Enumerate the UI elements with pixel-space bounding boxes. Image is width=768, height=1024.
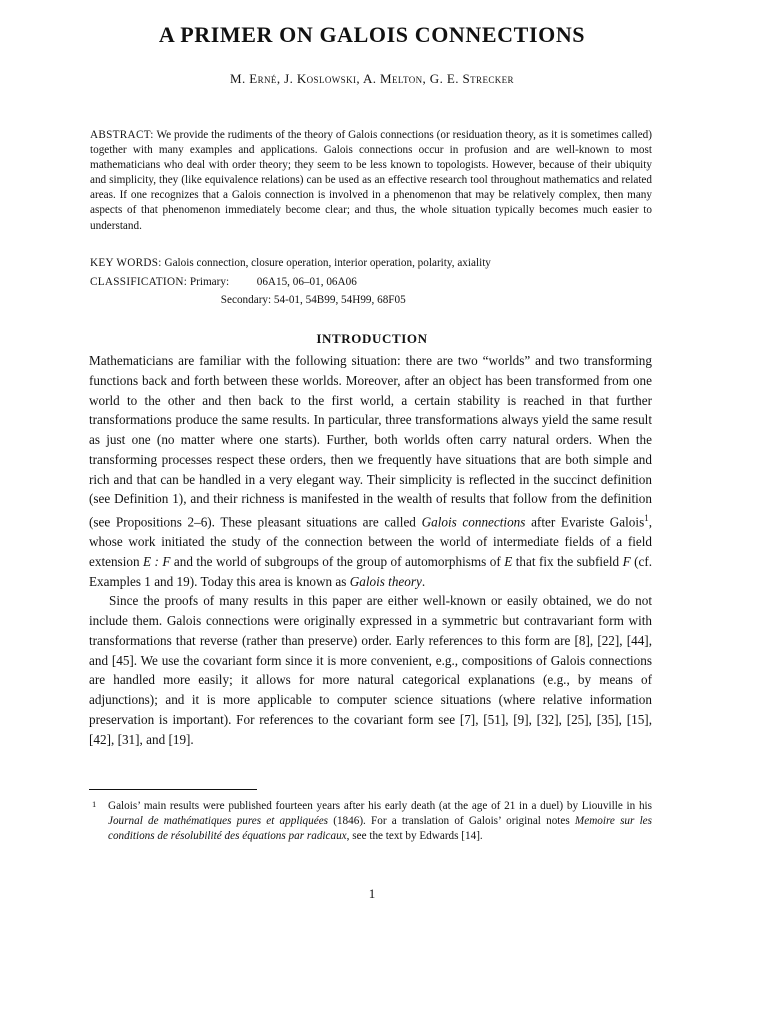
classification-secondary-row: [90, 291, 670, 310]
classification-primary-label: Primary:: [189, 275, 230, 288]
paper-metadata: [90, 254, 670, 310]
footnote-mark: 1: [92, 799, 97, 809]
abstract-text: We provide the rudiments of the theory of Galois connections (or residuation theory, as it is sometimes called) together with many examples and applications. Galois connections occur in profusion and are well-known to most mathematicians who deal with order theory; they seem to be less known to topologists. However, because of their ubiquity and simplicity, they (like equivalence relations) can be used as an effective research tool throughout mathematics and related areas. If one recognizes that a Galois connection is involved in a phenomenon that may be relatively complex, then many aspects of that phenomenon immediately become clear; and thus, the whole situation typically becomes much easier to understand.: [90, 129, 652, 232]
abstract-label: ABSTRACT:: [90, 129, 154, 141]
footnote: [89, 799, 652, 845]
intro-paragraph-2: Since the proofs of many results in this paper are either well-known or easily obtained, we do not include them. Galois connections were originally expressed in a symmetric but contravariant form with transformations that reverse (rather than preserve) order. Early references to this form are [8], [22], [44], and [45]. We use the covariant form since it is more convenient, e.g., compositions of Galois connections are handled more easily; it allows for more natural categorical explanations (e.g., by means of adjunctions); and it is more applicable to computer science situations (where relative information preservation is important). For references to the covariant form see [7], [51], [9], [32], [25], [35], [15], [42], [31], and [19].: [89, 593, 652, 747]
section-heading: INTRODUCTION: [316, 331, 428, 346]
intro-paragraph-1: Mathematicians are familiar with the following situation: there are two “worlds” and two transforming functions back and forth between these worlds. Moreover, after an object has been transformed from one world to the other and then back to the first world, a certain stability is reached in that further transformations produce the same results. In particular, three transformations always yield the same result as just one (no matter where one starts). Further, both worlds often carry natural orders. When the transforming processes respect these orders, then we frequently have situations that are both simple and rich and that can be handled in a very elegant way. Their simplicity is reflected in the succinct definition (see Definition 1), and their richness is manifested in the wealth of results that follow from the definition (see Propositions 2–6). These pleasant situations are called Galois connections after Evariste Galois$^1$, whose work initiated the study of the connection between the world of intermediate fields of a field extension E : F and the world of subgroups of the group of automorphisms of E that fix the subfield F (cf. Examples 1 and 19). Today this area is known as Galois theory.: [89, 353, 653, 589]
footnote-memoire-title: Memoire sur les conditions de résolubilité des équations par radicaux: [108, 815, 652, 843]
math-field-extension: E : F: [143, 553, 171, 569]
paper-title: A PRIMER ON GALOIS CONNECTIONS: [158, 22, 586, 47]
math-e: E: [504, 553, 513, 569]
abstract: [90, 128, 652, 234]
page-number: 1: [368, 886, 376, 901]
classification-label: CLASSIFICATION:: [90, 275, 188, 288]
keywords-label: KEY WORDS:: [90, 257, 162, 269]
classification-primary-row: [90, 273, 670, 292]
math-f: F: [622, 553, 631, 569]
footnote-journal-title: Journal de mathématiques pures et appliquées: [108, 815, 329, 828]
keywords-row: [90, 254, 670, 273]
emphasis-galois-connections: Galois connections: [421, 514, 526, 530]
author-list: M. Erné, J. Koslowski, A. Melton, G. E. Strecker: [230, 71, 514, 86]
introduction-body: [89, 351, 652, 749]
emphasis-galois-theory: Galois theory: [349, 573, 422, 589]
classification-primary-value: 06A15, 06–01, 06A06: [256, 275, 357, 288]
classification-secondary-label: Secondary:: [220, 294, 272, 306]
footnote-ref[interactable]: 1: [644, 513, 649, 523]
classification-secondary-value: 54-01, 54B99, 54H99, 68F05: [273, 294, 406, 306]
footnote-divider: [89, 789, 257, 790]
footnote-text: Galois’ main results were published fourteen years after his early death (at the age of 21 in a duel) by Liouville in his Journal de mathématiques pures et appliquées (1846). For a translation of Galois’ original notes Memoire sur les conditions de résolubilité des équations par radicaux, see the text by Edwards [14].: [108, 800, 652, 843]
keywords-text: Galois connection, closure operation, interior operation, polarity, axiality: [164, 257, 491, 269]
